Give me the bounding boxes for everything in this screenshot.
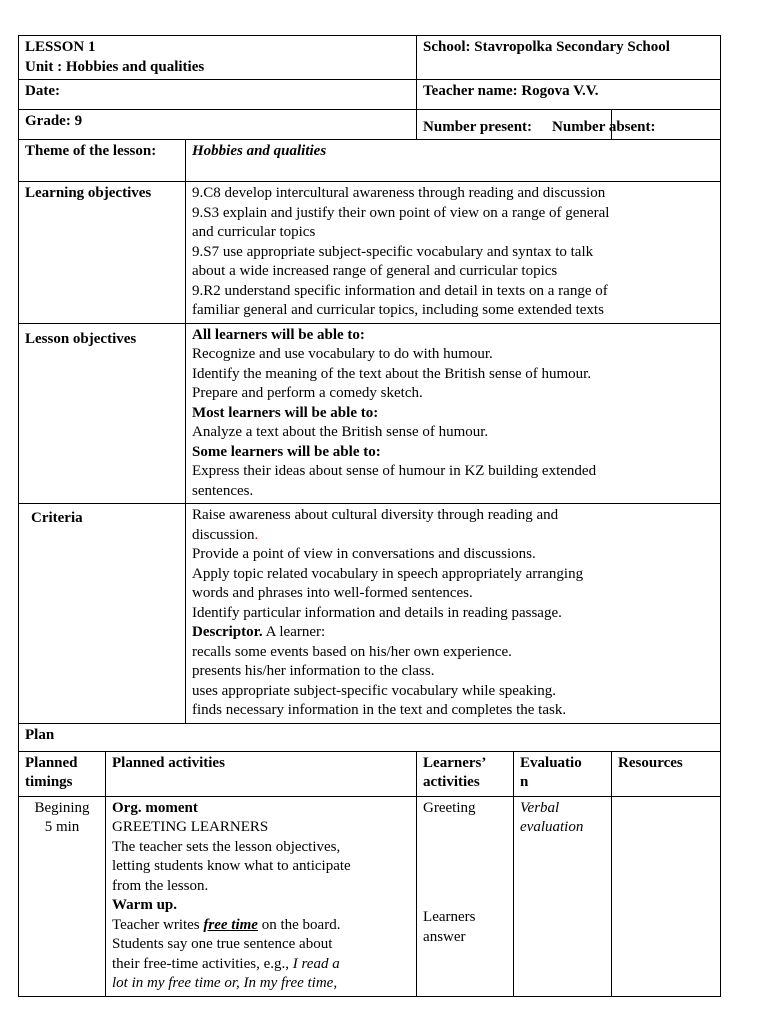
resources-header — [612, 751, 721, 796]
lesson-number: LESSON 1 — [25, 39, 96, 55]
criteria-line: Identify particular information and details in reading passage. — [192, 604, 562, 621]
grade-cell — [19, 110, 417, 140]
evaluation-cell — [514, 796, 612, 996]
activity-line: The teacher sets the lesson objectives, — [112, 838, 341, 855]
descriptor-item: finds necessary information in the text and completes the task. — [192, 702, 567, 718]
criteria-line: Provide a point of view in conversations and discussions. — [192, 546, 536, 562]
header-row-grade — [19, 110, 721, 140]
learners-header-line: Learners’ — [423, 754, 487, 771]
activities-header-label: Planned activities — [112, 754, 225, 771]
descriptor-item: recalls some events based on his/her own experience. — [192, 643, 512, 660]
activity-line: from the lesson. — [112, 877, 209, 894]
greeting-heading: GREETING LEARNERS — [112, 819, 269, 835]
timing-stage: Begining — [34, 799, 90, 816]
timings-header — [19, 751, 106, 796]
timing-cell — [19, 796, 106, 996]
date-cell — [19, 80, 417, 110]
learners-answer: Learners — [423, 909, 476, 925]
objective-line: Recognize and use vocabulary to do with humour. — [192, 346, 493, 362]
criteria-line-text: discussion — [192, 526, 255, 543]
learners-header-line: activities — [423, 774, 480, 790]
most-learners-heading: Most learners will be able to: — [192, 404, 379, 421]
learners-answer: answer — [423, 928, 466, 945]
plan-row-beginning — [19, 796, 721, 996]
example-text: I read a — [292, 955, 340, 972]
learning-objectives-label: Learning objectives — [25, 185, 152, 201]
resources-header-label: Resources — [618, 754, 683, 771]
lesson-objectives-row — [19, 323, 721, 504]
date-label: Date: — [25, 83, 60, 99]
number-absent-label: Number absent: — [552, 118, 656, 135]
header-row-lesson — [19, 36, 721, 80]
theme-value: Hobbies and qualities — [192, 143, 327, 159]
spacer — [423, 818, 507, 836]
plan-row — [19, 723, 721, 751]
activities-cell — [106, 796, 417, 996]
number-present-label: Number present: — [423, 118, 533, 135]
resources-cell — [612, 796, 721, 996]
org-moment-heading: Org. moment — [112, 799, 198, 816]
plan-cell — [19, 723, 721, 751]
lesson-plan-table — [18, 35, 721, 997]
teacher-name: Teacher name: Rogova V.V. — [423, 83, 599, 99]
objective-line: Prepare and perform a comedy sketch. — [192, 385, 423, 401]
objective-line: Analyze a text about the British sense of humour. — [192, 424, 489, 440]
activities-header — [106, 751, 417, 796]
writes-before: Teacher writes — [112, 916, 204, 933]
criteria-line — [192, 526, 714, 546]
learning-objective-line: 9.R2 understand specific information and detail in texts on a range of — [192, 282, 608, 299]
evaluation-line: evaluation — [520, 819, 584, 835]
theme-value-cell — [186, 140, 721, 182]
learning-objectives-row — [19, 182, 721, 324]
descriptor-rest: A learner: — [262, 624, 326, 640]
objective-line: Identify the meaning of the text about the British sense of humour. — [192, 365, 592, 382]
descriptor-line — [192, 623, 714, 643]
learning-objective-line: familiar general and curricular topics, including some extended texts — [192, 302, 604, 318]
descriptor-item: uses appropriate subject-specific vocabulary while speaking. — [192, 682, 557, 699]
learning-objective-line: about a wide increased range of general and curricular topics — [192, 263, 558, 279]
theme-label-cell — [19, 140, 186, 182]
timings-header-line: timings — [25, 774, 73, 790]
theme-row — [19, 140, 721, 182]
criteria-label-cell — [19, 504, 186, 724]
activity-line: letting students know what to anticipate — [112, 858, 351, 874]
timings-header-line: Planned — [25, 754, 78, 771]
evaluation-header — [514, 751, 612, 796]
criteria-label: Criteria — [31, 510, 83, 526]
learning-objectives-cell — [186, 182, 721, 324]
evaluation-line: Verbal — [520, 799, 560, 816]
absent-cell — [552, 110, 721, 140]
learning-objective-line: 9.C8 develop intercultural awareness through reading and discussion — [192, 185, 606, 201]
lesson-objectives-label-cell — [19, 323, 186, 504]
activity-line — [112, 955, 410, 975]
header-row-date — [19, 80, 721, 110]
criteria-line: Apply topic related vocabulary in speech appropriately arranging — [192, 565, 584, 582]
learning-objectives-label-cell — [19, 182, 186, 324]
spacer — [423, 836, 507, 854]
learning-objective-line: and curricular topics — [192, 224, 316, 240]
objective-line: Express their ideas about sense of humour in KZ building extended — [192, 463, 597, 479]
theme-label: Theme of the lesson: — [25, 143, 157, 159]
school-name: School: Stavropolka Secondary School — [423, 39, 670, 55]
learning-objective-line: 9.S3 explain and justify their own point of view on a range of general — [192, 204, 610, 221]
learners-activities-cell — [417, 796, 514, 996]
plan-header-row — [19, 751, 721, 796]
spacer — [423, 854, 507, 872]
criteria-line-dot: . — [254, 526, 259, 543]
some-learners-heading: Some learners will be able to: — [192, 443, 381, 460]
criteria-cell — [186, 504, 721, 724]
activity-line: lot in my free time or, In my free time, — [112, 975, 338, 991]
school-cell — [417, 36, 721, 80]
learners-greeting: Greeting — [423, 799, 476, 816]
spacer — [423, 890, 507, 908]
grade-label: Grade: 9 — [25, 113, 83, 129]
learners-header — [417, 751, 514, 796]
learning-objective-line: 9.S7 use appropriate subject-specific vocabulary and syntax to talk — [192, 243, 594, 260]
unit-title: Unit : Hobbies and qualities — [25, 58, 205, 75]
activity-line — [112, 916, 410, 936]
lesson-cell — [19, 36, 417, 80]
criteria-line: words and phrases into well-formed sentences. — [192, 585, 473, 601]
descriptor-label: Descriptor. — [192, 624, 263, 640]
objective-line: sentences. — [192, 482, 254, 499]
lesson-objectives-label: Lesson objectives — [25, 330, 137, 347]
descriptor-item: presents his/her information to the class. — [192, 663, 435, 679]
criteria-row — [19, 504, 721, 724]
writes-after: on the board. — [257, 916, 341, 933]
timing-duration: 5 min — [44, 819, 80, 835]
all-learners-heading: All learners will be able to: — [192, 326, 365, 343]
criteria-line: Raise awareness about cultural diversity through reading and — [192, 507, 559, 523]
free-time-term: free time — [203, 916, 258, 933]
evaluation-header-line: Evaluatio — [520, 754, 582, 771]
example-intro: their free-time activities, e.g., — [112, 955, 293, 972]
lesson-plan-sheet — [18, 35, 720, 991]
warm-up-heading: Warm up. — [112, 897, 178, 913]
plan-label: Plan — [25, 726, 55, 743]
teacher-cell — [417, 80, 721, 110]
activity-line: Students say one true sentence about — [112, 936, 333, 952]
spacer — [423, 872, 507, 890]
lesson-objectives-cell — [186, 323, 721, 504]
evaluation-header-line: n — [520, 774, 529, 790]
